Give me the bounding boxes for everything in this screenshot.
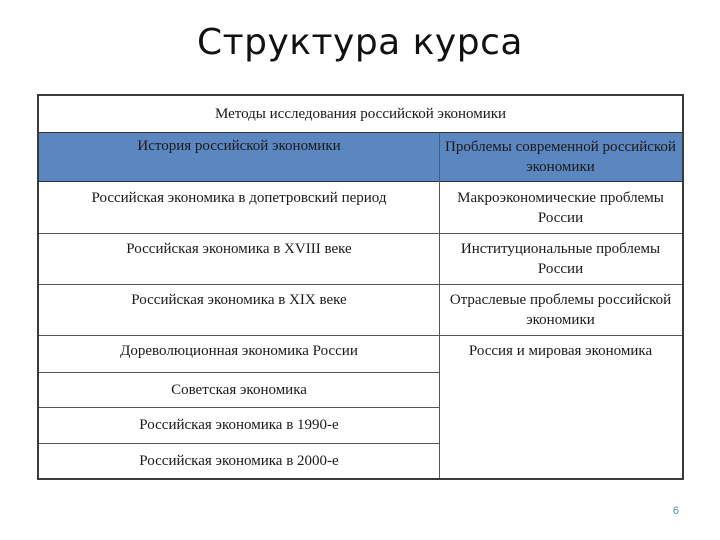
column-divider	[439, 182, 440, 478]
column-header-history: История российской экономики	[137, 138, 341, 154]
right-cell-macro: Макроэкономические проблемы России	[457, 189, 664, 226]
table-top-header: Методы исследования российской экономики	[214, 106, 507, 122]
column-divider-header	[439, 132, 440, 182]
row-divider	[39, 372, 439, 373]
row-divider	[39, 335, 682, 336]
left-cell-soviet: Советская экономика	[171, 381, 307, 398]
left-cell-pre-petrine: Российская экономика в допетровский период	[91, 190, 387, 206]
right-cell-institutional: Институциональные проблемы России	[460, 240, 661, 277]
left-cell-pre-revolutionary: Дореволюционная экономика России	[120, 343, 358, 359]
left-cell-1990s: Российская экономика в 1990-е	[139, 417, 339, 433]
slide-title: Структура курса	[197, 22, 523, 63]
left-cell-xix: Российская экономика в XIX веке	[131, 292, 347, 308]
row-divider	[39, 407, 439, 408]
right-cell-world-economy: Россия и мировая экономика	[468, 343, 653, 359]
row-divider	[39, 284, 682, 285]
course-structure-table	[37, 94, 684, 480]
left-cell-xviii: Российская экономика в XVIII веке	[126, 241, 352, 257]
column-header-problems: Проблемы современной российской экономики	[445, 139, 676, 175]
right-cell-sectoral: Отраслевые проблемы российской экономики	[449, 291, 672, 328]
left-cell-2000s: Российская экономика в 2000-е	[139, 452, 339, 469]
row-divider	[39, 443, 439, 444]
page-number: 6	[672, 505, 679, 517]
row-divider	[39, 233, 682, 234]
